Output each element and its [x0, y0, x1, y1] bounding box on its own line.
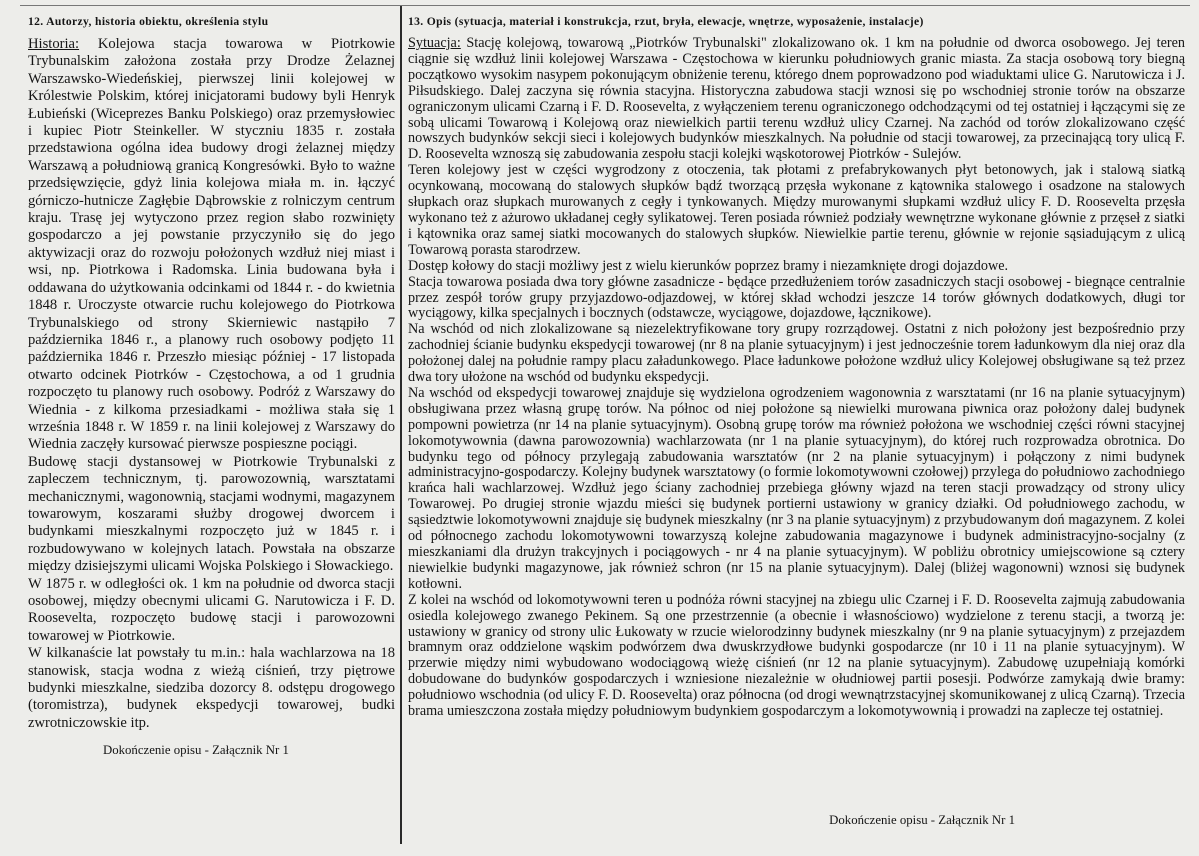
column-divider — [400, 6, 402, 844]
description-text — [408, 36, 1185, 720]
description-paragraph — [408, 36, 1185, 163]
continuation-note: Dokończenie opisu - Załącznik Nr 1 — [829, 813, 1015, 827]
section-12-heading: 12. Autorzy, historia obiektu, określenia stylu — [28, 15, 269, 28]
description-paragraph: Na wschód od ekspedycji towarowej znajduje się wydzielona ogrodzeniem wagonownia z warsztatami (nr 16 na planie sytuacyjnym) obsługiwana przez własną grupę torów. Na północ od niej położone są niewielki murowana piwnica oraz położony dalej budynek pompowni powietrza (nr 14 na planie sytuacyjnym). Osobną grupę torów ma również położona we wschodniej części równi stacyjnej lokomotywownia (dawna parowozownia) wachlarzowata (nr 1 na planie sytuacyjnym), do której ruch rozprowadza obrotnica. Do budynku tego od północy przylegają zabudowania warsztatów (nr 2 na planie sytuacyjnym) i połączony z nimi budynek administracyjno-gospodarczy. Kolejny budynek warsztatowy (o formie lokomotywowni czołowej) przylega do południowo zachodniego krańca hali wachlarzowej. Wzdłuż jego ściany zachodniej przebiega główny wjazd na teren stacji prowadzący od strony ulicy Towarowej. Po drugiej stronie wjazdu mieści się budynek portierni ustawiony w granicy działki. Od południowego zachodu, w sąsiedztwie lokomotywowni znajduje się budynek mieszkalny (nr 3 na planie sytuacyjnym) z przybudowanym doń magazynem. Z kolei od północnego zachodu lokomotywowni towarzyszą kolejne zabudowania magazynowe i budynek administracyjno-socjalny (z mieszkaniami dla drużyn trakcyjnych i pociągowych - nr 4 na planie sytuacyjnym). W pobliżu obrotnicy umiejscowione są cztery niewielkie budynki magazynowe, jak również schron (nr 15 na planie sytuacyjnym). Dalej (bliżej wagonowni) wznosi się budynek kotłowni. — [408, 384, 1185, 592]
description-paragraph: Stacja towarowa posiada dwa tory główne zasadnicze - będące przedłużeniem torów zasadniczych stacji osobowej - biegnące centralnie przez zespół torów grupy przyjazdowo-odjazdowej, w której skład wchodzi jeszcze 14 torów głównych dodatkowych, długi tor wyciągowy, kilka specjalnych i bocznych (odstawcze, wyciągowe, dojazdowe, łącznikowe). — [408, 273, 1185, 322]
description-paragraph-body: Stację kolejową, towarową „Piotrków Trybunalski" zlokalizowano ok. 1 km na południe od dworca osobowego. Jej teren ciągnie się wzdłuż linii kolejowej Warszawa - Częstochowa w kierunku południowych granic miasta. Za stacja osobową tory biegną początkowo wysokim nasypem pokonującym obniżenie terenu, którego dnem poprowadzono pod wiaduktami ulice G. Narutowicza i J. Piłsudskiego. Dalej zaczyna się równia stacyjna. Historyczna zabudowa stacji wznosi się po wschodniej stronie torów na obszarze ograniczonym ulicami Czarną i F. D. Roosevelta, z wyłączeniem terenu ograniczonego odchodzącymi od tej ostatniej i łączącymi się ze sobą ulicami Towarową i Kolejową oraz niewielkich partii terenu wzdłuż ulicy Czarnej. Na zachód od torów zlokalizowano część nowszych budynków sekcji sieci i kolejowych budynków mieszkalnych. Na południe od stacji towarowej, za przecinającą tory ulicą F. D. Roosevelta wznoszą się zabudowania zespołu stacji kolejki wąskotorowej Piotrków - Sulejów. — [408, 35, 1185, 163]
top-rule — [20, 5, 1190, 6]
continuation-note: Dokończenie opisu - Załącznik Nr 1 — [103, 743, 289, 758]
situation-label: Sytuacja: — [408, 35, 461, 51]
history-text — [28, 36, 395, 732]
history-label: Historia: — [28, 36, 80, 52]
section-13-column — [408, 12, 1185, 842]
description-paragraph: Teren kolejowy jest w części wygrodzony z otoczenia, tak płotami z prefabrykowanych płyt betonowych, jak i stalową siatką ocynkowaną, mocowaną do stalowych słupków bądź tworzącą przęsła wykonane z kątownika stalowego i osadzone na stalowych słupkach oraz słupkach murowanych z cegły i tynkowanych. Między murowanymi słupkami wzdłuż ulicy F. D. Roosevelta przęsła wykonano też z ażurowo układanej cegły sylikatowej. Teren posiada również podziały wewnętrzne wykonane głównie z przęseł z siatki i kątownika oraz samej siatki mocowanych do stalowych słupków. Niewielkie partie terenu, głównie w rejonie sąsiadującym z ulicą Towarową porasta starodrzew. — [408, 162, 1185, 258]
section-12-column — [28, 12, 395, 842]
section-13-heading: 13. Opis (sytuacja, materiał i konstrukcja, rzut, bryła, elewacje, wnętrze, wyposażenie, instalacje) — [408, 15, 924, 28]
description-paragraph: Na wschód od nich zlokalizowane są niezelektryfikowane tory grupy rozrządowej. Ostatni z nich położony jest bezpośrednio przy zachodniej ścianie budynku ekspedycji towarowej (nr 8 na planie sytuacyjnym) i jest jednocześnie torem ładunkowym dla niej oraz dla położonej dalej na południe rampy placu załadunkowego. Place ładunkowe położone wzdłuż ulicy Kolejowej obsługiwane są też przez dwa tory ułożone na wschód od budynku ekspedycji. — [408, 321, 1185, 386]
description-paragraph: Z kolei na wschód od lokomotywowni teren u podnóża równi stacyjnej na zbiegu ulic Czarnej i F. D. Roosevelta zajmują zabudowania osiedla kolejowego zwanego Pekinem. Są one przestrzennie (a obecnie i własnościowo) wydzielone z terenu stacji, a tworzą je: ustawiony w granicy od strony ulic Łukowaty w rzucie wielorodzinny budynek mieszkalny (nr 9 na planie sytuacyjnym) z przejazdem bramnym oraz oddzielone wąskim podwórzem dwa dwuskrzydłowe budynki gospodarcze (nr 10 i 11 na planie sytuacyjnym). W przerwie między nimi wybudowano wodociągową wieżę ciśnień (nr 12 na planie sytuacyjnym). Zabudowę uzupełniają komórki dobudowane do budynków gospodarczych i wzniesione niezależnie w ołudniowej partii posesji. Podwórze zamykają dwie bramy: południowo wschodnia (od ulicy F. D. Roosevelta) oraz północna (od drogi wewnątrzstacyjnej skomunikowanej z ulicą Czarną). Trzecia brama umieszczona została między południowym budynkiem gospodarczym a lokomotywownią i prowadzi na zaplecze tej ostatniej. — [408, 591, 1185, 720]
history-paragraph: W 1875 r. w odległości ok. 1 km na południe od dworca stacji osobowej, między obecnymi ulicami G. Narutowicza i F. D. Roosevelta, rozpoczęto budowę stacji i parowozowni towarowej w Piotrkowie. — [28, 575, 395, 644]
history-paragraph: W kilkanaście lat powstały tu m.in.: hala wachlarzowa na 18 stanowisk, stacja wodna z wieżą ciśnień, trzy piętrowe budynki mieszkalne, siedziba dozorcy 8. odstępu drogowego (toromistrza), budynek ekspedycji towarowej, budki zwrotniczowskie itp. — [28, 645, 395, 731]
history-paragraph — [28, 36, 395, 454]
history-paragraph-body: Kolejowa stacja towarowa w Piotrkowie Trybunalskim założona została przy Drodze Żelaznej Warszawsko-Wiedeńskiej, pierwszej linii kolejowej w Królestwie Polskim, której inicjatorami budowy byli Henryk Łubieński (Wiceprezes Banku Polskiego) oraz przemysłowiec i kupiec Piotr Steinkeller. W styczniu 1835 r. została przedstawiona ogólna idea budowy drogi żelaznej między Warszawą a południową granicą Kongresówki. Było to ważne przedsięwzięcie, gdyż linia kolejowa miała m. in. łączyć górniczo-hutnicze Zagłębie Dąbrowskie z rolniczym centrum kraju. Trasę jej wytyczono przez region słabo rozwinięty gospodarczo a jej powstanie przyczyniło się do jego aktywizacji oraz do rozwoju położonych wzdłuż niej miast i wsi, np. Piotrkowa i Radomska. Linia budowana była i oddawana do użytkowania odcinkami od 1844 r. - do kwietnia 1848 r. Uroczyste otwarcie ruchu kolejowego do Piotrkowa Trybunalskiego od strony Skierniewic nastąpiło 7 października 1846 r., a planowy ruch osobowy podjęto 11 października 1846 r. Przeszło miesiąc później - 17 listopada otwarto odcinek Piotrków - Częstochowa, a od 1 grudnia rozpoczęto tu planowy ruch osobowy. Podróż z Warszawy do Wiednia - z kilkoma przesiadkami - możliwa stała się 1 września 1848 r. W 1859 r. na linii kolejowej z Warszawy do Wiednia zaczęły kursować pierwsze pospieszne pociągi. — [28, 36, 395, 453]
history-paragraph: Budowę stacji dystansowej w Piotrkowie Trybunalski z zapleczem technicznym, tj. parowozownią, warsztatami mechanicznymi, wagonownią, stacjami wodnymi, magazynem towarowym, koszarami służby drogowej dworcem i budynkami mieszkalnymi rozpoczęto już w 1845 r. i rozbudowywano w kolejnych latach. Powstała na obszarze między dzisiejszymi ulicami Wojska Polskiego i Słowackiego. — [28, 453, 395, 575]
description-paragraph: Dostęp kołowy do stacji możliwy jest z wielu kierunków poprzez bramy i niezamknięte drogi dojazdowe. — [408, 257, 1009, 274]
